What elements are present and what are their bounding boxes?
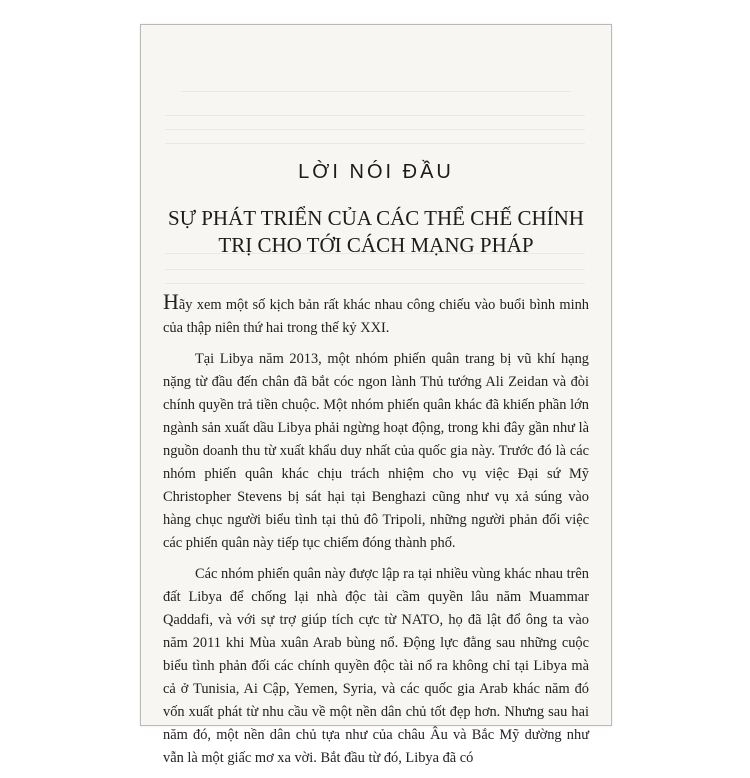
chapter-subtitle: SỰ PHÁT TRIỂN CỦA CÁC THỂ CHẾ CHÍNH TRỊ CHO TỚI CÁCH MẠNG PHÁP	[168, 206, 584, 257]
paragraph-3: Các nhóm phiến quân này được lập ra tại nhiều vùng khác nhau trên đất Libya để chống lại nhà độc tài cầm quyền lâu năm Muammar Qaddafi, và với sự trợ giúp tích cực từ NATO, họ đã lật đổ ông ta vào năm 2011 khi Mùa xuân Arab bùng nổ. Động lực đằng sau những cuộc biểu tình phản đối các chính quyền độc tài nổ ra không chỉ tại Libya mà cả ở Tunisia, Ai Cập, Yemen, Syria, và các quốc gia Arab khác năm đó vốn xuất phát từ nhu cầu về một nền dân chủ tốt đẹp hơn. Nhưng sau hai năm đó, một nền dân chủ tựa như của châu Âu và Bắc Mỹ dường như vẫn là một giấc mơ xa vời. Bắt đầu từ đó, Libya đã có	[163, 566, 589, 766]
paragraph-1-text: ãy xem một số kịch bản rất khác nhau công chiếu vào buổi bình minh của thập niên thứ hai trong thế kỷ XXI.	[163, 297, 589, 336]
chapter-title: LỜI NÓI ĐẦU	[298, 161, 454, 183]
body-text	[163, 291, 589, 778]
book-page	[140, 24, 612, 766]
drop-cap: H	[163, 289, 179, 314]
paragraph-2: Tại Libya năm 2013, một nhóm phiến quân trang bị vũ khí hạng nặng từ đầu đến chân đã bắt cóc ngon lành Thủ tướng Ali Zeidan và đòi chính quyền trả tiền chuộc. Một nhóm phiến quân khác đã khiến phần lớn ngành sản xuất dầu Libya phải ngừng hoạt động, trong khi đây gần như là nguồn doanh thu từ xuất khẩu duy nhất của quốc gia này. Trước đó là các nhóm phiến quân khác chịu trách nhiệm cho vụ việc Đại sứ Mỹ Christopher Stevens bị sát hại tại Benghazi cũng như vụ xả súng vào hàng chục người biểu tình tại thủ đô Tripoli, những người phản đối việc các phiến quân này tiếp tục chiếm đóng thành phố.	[163, 351, 589, 551]
paragraph-1	[163, 291, 589, 340]
